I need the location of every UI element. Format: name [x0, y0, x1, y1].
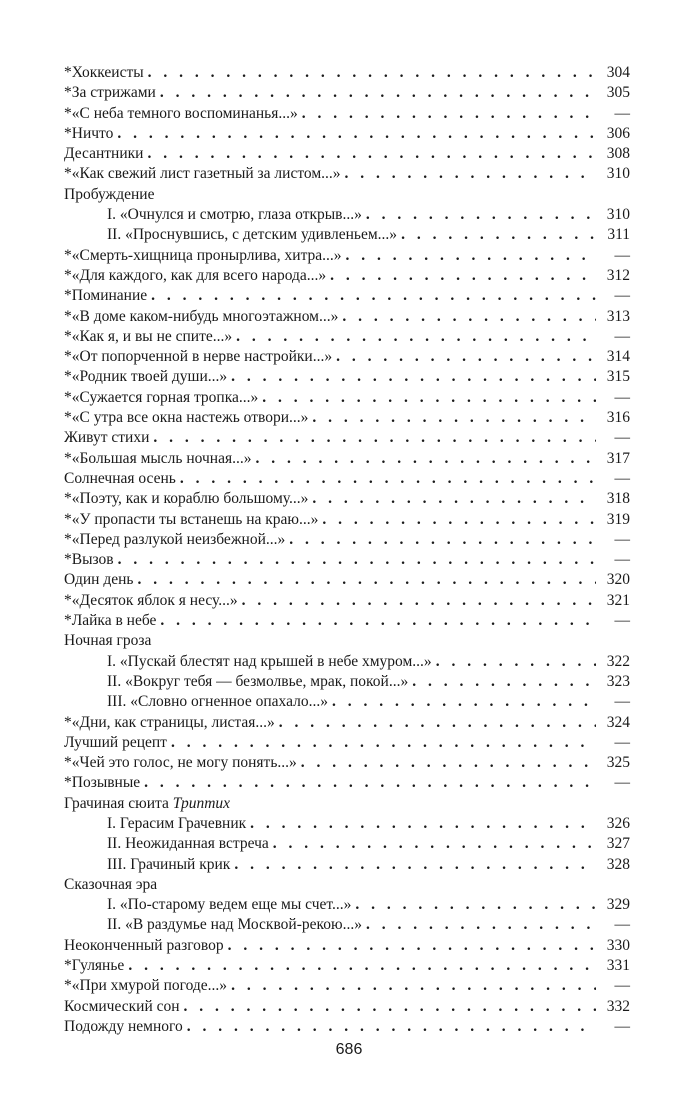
- toc-entry: [64, 428, 630, 448]
- dot-leader: [118, 550, 596, 570]
- toc-entry: [64, 449, 630, 469]
- dot-leader: [366, 915, 596, 935]
- toc-entry-page: 329: [606, 896, 630, 914]
- toc-entry-title: [64, 997, 180, 1017]
- toc-entry-title: [64, 286, 147, 306]
- toc-entry-page: —: [614, 693, 630, 711]
- toc-entry-title-text: *«Дни, как страницы, листая...»: [64, 713, 275, 731]
- toc-entry-title: [107, 225, 397, 245]
- toc-entry-page: —: [614, 530, 630, 548]
- toc-entry-page: 331: [606, 957, 630, 975]
- toc-entry-page: 327: [606, 835, 630, 853]
- dot-leader: [312, 408, 596, 428]
- toc-entry-title-text: Живут стихи: [64, 429, 150, 447]
- toc-entry: [64, 489, 630, 509]
- toc-entry-title: [107, 652, 432, 672]
- toc-entry: [64, 83, 630, 103]
- dot-leader: [255, 449, 596, 469]
- dot-leader: [231, 976, 596, 996]
- toc-entry-title-text: Ночная гроза: [64, 632, 152, 650]
- toc-entry-page: —: [614, 733, 630, 751]
- toc-entry: [64, 997, 630, 1017]
- toc-entry: [64, 164, 630, 184]
- toc-entry-title-text: *«Родник твоей души...»: [64, 368, 228, 386]
- toc-entry-title: [64, 408, 308, 428]
- toc-entry-page: 310: [606, 206, 630, 224]
- toc-entry-title: [64, 307, 338, 327]
- toc-entry-title: [64, 347, 332, 367]
- toc-entry-page: —: [614, 774, 630, 792]
- toc-entry: [64, 733, 630, 753]
- toc-entry-title-text: *«Для каждого, как для всего народа...»: [64, 266, 327, 284]
- toc-entry-title: [64, 936, 224, 956]
- toc-entry-title: [64, 124, 113, 144]
- toc-entry: [64, 976, 630, 996]
- toc-entry: [64, 570, 630, 590]
- toc-entry-title-text: III. Грачиный крик: [107, 855, 231, 873]
- toc-entry: [64, 550, 630, 570]
- toc-entry-title: [64, 428, 149, 448]
- toc-entry-title-text: *«Большая мысль ночная...»: [64, 449, 252, 467]
- toc-entry: [64, 327, 630, 347]
- toc-entry-page: 314: [606, 348, 630, 366]
- toc-entry-title-text: Сказочная эра: [64, 875, 158, 893]
- toc-entry-page: 321: [606, 591, 630, 609]
- dot-leader: [262, 388, 596, 408]
- toc-entry-title-text: *«Как свежий лист газетный за листом...»: [64, 165, 341, 183]
- toc-entry-page: 326: [606, 814, 630, 832]
- toc-entry-title-text: I. «Пускай блестят над крышей в небе хмуром...»: [107, 652, 432, 670]
- toc-entry-title-text: Пробуждение: [64, 185, 155, 203]
- toc-entry: [64, 307, 630, 327]
- toc-entry-page: —: [614, 327, 630, 345]
- toc-entry-title-text: I. «По-старому ведем еще мы счет...»: [107, 896, 352, 914]
- toc-entry-title-text: Грачиная сюита: [64, 794, 169, 812]
- toc-entry-page: 332: [606, 997, 630, 1015]
- toc-entry-title-text: Космический сон: [64, 997, 180, 1015]
- toc-entry-title: [64, 246, 342, 266]
- toc-entry: [64, 875, 630, 895]
- toc-entry-title: [64, 449, 251, 469]
- dot-leader: [279, 713, 596, 733]
- toc-entry-title-text: *Лайка в небе: [64, 612, 157, 630]
- toc-entry-title-text: *«Смерть-хищница пронырлива, хитра...»: [64, 246, 342, 264]
- toc-entry-title: [107, 834, 269, 854]
- toc-entry-title-text: *Гулянье: [64, 957, 125, 975]
- toc-entry-title-text: *«Чей это голос, не могу понять...»: [64, 754, 297, 772]
- toc-entry-title-text: Десантники: [64, 145, 144, 163]
- toc-entry: [64, 936, 630, 956]
- toc-entry-title: [107, 915, 362, 935]
- toc-entry: [64, 834, 630, 854]
- toc-entry-title-text: *«При хмурой погоде...»: [64, 977, 228, 995]
- dot-leader: [171, 733, 596, 753]
- toc-entry-title-text: *«Поэту, как и кораблю большому...»: [64, 490, 309, 508]
- toc-entry-title: [64, 530, 285, 550]
- toc-entry-title: [64, 773, 140, 793]
- dot-leader: [330, 266, 596, 286]
- toc-entry-page: 317: [606, 449, 630, 467]
- toc-entry-title: [64, 956, 124, 976]
- toc-entry-page: 306: [606, 124, 630, 142]
- toc-entry-page: 318: [606, 490, 630, 508]
- toc-entry-title: [64, 104, 298, 124]
- dot-leader: [228, 936, 596, 956]
- toc-entry: [64, 205, 630, 225]
- toc-entry-page: —: [614, 469, 630, 487]
- toc-entry-title-text: *Позывные: [64, 774, 141, 792]
- toc-entry-page: —: [614, 612, 630, 630]
- dot-leader: [147, 144, 596, 164]
- toc-entry: [64, 185, 630, 205]
- toc-entry-title-text: Лучший рецепт: [64, 733, 167, 751]
- toc-entry-page: 311: [607, 226, 630, 244]
- toc-entry: [64, 246, 630, 266]
- toc-entry-title: [107, 895, 351, 915]
- toc-entry-title-text: II. «Проснувшись, с детским удивленьем...»: [107, 226, 398, 244]
- toc-entry-title: [64, 510, 318, 530]
- toc-entry-page: 310: [606, 165, 630, 183]
- dot-leader: [160, 611, 596, 631]
- toc-entry-title-text: *«С утра все окна настежь отвори...»: [64, 409, 309, 427]
- toc-entry-page: 324: [606, 713, 630, 731]
- toc-entry-title: [64, 976, 227, 996]
- toc-entry-title: [64, 144, 143, 164]
- toc-entry-title-text: Солнечная осень: [64, 469, 176, 487]
- toc-entry-page: 304: [606, 64, 630, 81]
- toc-entry-title-text: *«Десяток яблок я несу...»: [64, 591, 238, 609]
- toc-entry-title-text: III. «Словно огненное опахало...»: [107, 693, 328, 711]
- toc-entry-title-text: *«Как я, и вы не спите...»: [64, 327, 233, 345]
- toc-entry: [64, 408, 630, 428]
- dot-leader: [346, 246, 596, 266]
- toc-entry-page: —: [614, 977, 630, 995]
- dot-leader: [144, 773, 596, 793]
- toc-entry-title-text: I. Герасим Грачевник: [107, 814, 247, 832]
- toc-entry-page: 322: [606, 652, 630, 670]
- toc-entry: [64, 631, 630, 651]
- toc-entry-title-text: *Ничто: [64, 124, 114, 142]
- toc-entry-page: 308: [606, 145, 630, 163]
- toc-entry-page: —: [614, 551, 630, 569]
- toc-entry: [64, 692, 630, 712]
- toc-entry: [64, 469, 630, 489]
- toc-entry: [64, 266, 630, 286]
- toc-entry-title: [107, 814, 246, 834]
- toc-entry-title-text: *Вызов: [64, 551, 114, 569]
- toc-entry: [64, 753, 630, 773]
- toc-entry-title-text: II. «В раздумье над Москвой-рекою...»: [107, 916, 362, 934]
- toc-entry: [64, 104, 630, 124]
- toc-entry-title: [64, 631, 151, 651]
- toc-entry-title: [64, 164, 341, 184]
- toc-entry: [64, 895, 630, 915]
- toc-entry: [64, 611, 630, 631]
- toc-entry-page: —: [614, 287, 630, 305]
- dot-leader: [342, 307, 596, 327]
- dot-leader: [151, 286, 596, 306]
- table-of-contents: [64, 63, 630, 1037]
- dot-leader: [302, 104, 596, 124]
- toc-entry-title: [64, 591, 238, 611]
- toc-entry-subtitle: Триптих: [172, 794, 231, 812]
- toc-entry-title: [64, 367, 227, 387]
- dot-leader: [322, 510, 596, 530]
- toc-entry-title: [107, 672, 408, 692]
- toc-entry: [64, 144, 630, 164]
- dot-leader: [231, 367, 596, 387]
- toc-entry-page: —: [614, 429, 630, 447]
- toc-entry-title-text: *За стрижами: [64, 84, 156, 102]
- toc-entry-title-text: I. «Очнулся и смотрю, глаза открыв...»: [107, 206, 362, 224]
- toc-entry: [64, 956, 630, 976]
- toc-entry: [64, 388, 630, 408]
- dot-leader: [236, 327, 596, 347]
- toc-entry-title: [64, 713, 275, 733]
- toc-entry-title: [64, 733, 167, 753]
- toc-entry: [64, 63, 630, 83]
- toc-entry-title-text: Один день: [64, 571, 134, 589]
- toc-entry-title: [64, 570, 133, 590]
- toc-entry: [64, 773, 630, 793]
- dot-leader: [412, 672, 596, 692]
- dot-leader: [250, 814, 596, 834]
- dot-leader: [366, 205, 596, 225]
- dot-leader: [117, 124, 596, 144]
- toc-entry-title: [64, 489, 308, 509]
- toc-entry-title: [64, 794, 230, 814]
- toc-entry-title: [107, 855, 230, 875]
- page-number: 686: [335, 1041, 363, 1058]
- toc-entry-title: [64, 327, 232, 347]
- toc-entry: [64, 286, 630, 306]
- toc-entry-title-text: *Хоккеисты: [64, 64, 144, 81]
- toc-entry-title-text: II. «Вокруг тебя — безмолвье, мрак, покой...»: [107, 672, 409, 690]
- dot-leader: [160, 83, 596, 103]
- toc-entry-page: —: [614, 1017, 630, 1035]
- toc-entry-title-text: Неоконченный разговор: [64, 936, 224, 954]
- toc-entry: [64, 225, 630, 245]
- dot-leader: [436, 652, 596, 672]
- toc-entry-title-text: *«У пропасти ты встанешь на краю...»: [64, 510, 319, 528]
- toc-entry: [64, 347, 630, 367]
- toc-entry-title: [64, 753, 297, 773]
- dot-leader: [345, 164, 596, 184]
- toc-entry: [64, 652, 630, 672]
- dot-leader: [301, 753, 596, 773]
- toc-entry: [64, 510, 630, 530]
- toc-entry-page: —: [614, 246, 630, 264]
- toc-entry-title-text: *«Перед разлукой неизбежной...»: [64, 530, 286, 548]
- toc-entry: [64, 794, 630, 814]
- dot-leader: [187, 1017, 596, 1037]
- toc-entry-title: [64, 185, 154, 205]
- toc-entry: [64, 814, 630, 834]
- toc-entry-page: 313: [606, 307, 630, 325]
- dot-leader: [128, 956, 596, 976]
- toc-entry-title: [64, 469, 176, 489]
- toc-entry-page: —: [614, 916, 630, 934]
- toc-entry-title: [64, 550, 114, 570]
- toc-entry-page: 316: [606, 409, 630, 427]
- toc-entry-title: [64, 875, 157, 895]
- toc-entry-page: 319: [606, 510, 630, 528]
- toc-entry-title-text: II. Неожиданная встреча: [107, 835, 269, 853]
- toc-entry-title: [64, 611, 156, 631]
- toc-entry-page: 305: [606, 84, 630, 102]
- toc-entry: [64, 915, 630, 935]
- dot-leader: [137, 570, 596, 590]
- dot-leader: [153, 428, 596, 448]
- toc-entry-title: [64, 63, 144, 83]
- toc-entry-page: 323: [606, 672, 630, 690]
- toc-entry-title-text: *Поминание: [64, 287, 148, 305]
- toc-entry-title: [64, 266, 326, 286]
- toc-entry: [64, 124, 630, 144]
- toc-entry-title: [107, 692, 328, 712]
- dot-leader: [234, 855, 596, 875]
- toc-entry: [64, 530, 630, 550]
- toc-entry-page: 330: [606, 936, 630, 954]
- toc-entry-title: [64, 83, 156, 103]
- toc-entry: [64, 855, 630, 875]
- toc-entry: [64, 713, 630, 733]
- dot-leader: [148, 63, 596, 83]
- toc-entry-page: —: [614, 388, 630, 406]
- toc-entry-title-text: *«Сужается горная тропка...»: [64, 388, 259, 406]
- toc-entry: [64, 591, 630, 611]
- toc-entry-title: [107, 205, 362, 225]
- toc-entry-page: 320: [606, 571, 630, 589]
- toc-entry-page: —: [614, 104, 630, 122]
- dot-leader: [289, 530, 596, 550]
- dot-leader: [355, 895, 596, 915]
- toc-entry: [64, 672, 630, 692]
- dot-leader: [242, 591, 596, 611]
- toc-entry-page: 328: [606, 855, 630, 873]
- toc-entry-page: 312: [606, 266, 630, 284]
- dot-leader: [332, 692, 596, 712]
- dot-leader: [184, 997, 596, 1017]
- toc-entry-title: [64, 388, 258, 408]
- toc-entry-title-text: *«От попорченной в нерве настройки...»: [64, 348, 333, 366]
- toc-entry-title-text: *«В доме каком-нибудь многоэтажном...»: [64, 307, 339, 325]
- dot-leader: [273, 834, 596, 854]
- toc-entry-page: 325: [606, 754, 630, 772]
- toc-entry-page: 315: [606, 368, 630, 386]
- dot-leader: [401, 225, 596, 245]
- toc-entry-title-text: *«С неба темного воспоминанья...»: [64, 104, 298, 122]
- dot-leader: [336, 347, 596, 367]
- toc-entry: [64, 1017, 630, 1037]
- dot-leader: [312, 489, 596, 509]
- toc-entry-title-text: Подожду немного: [64, 1017, 183, 1035]
- dot-leader: [180, 469, 596, 489]
- toc-entry: [64, 367, 630, 387]
- toc-entry-title: [64, 1017, 183, 1037]
